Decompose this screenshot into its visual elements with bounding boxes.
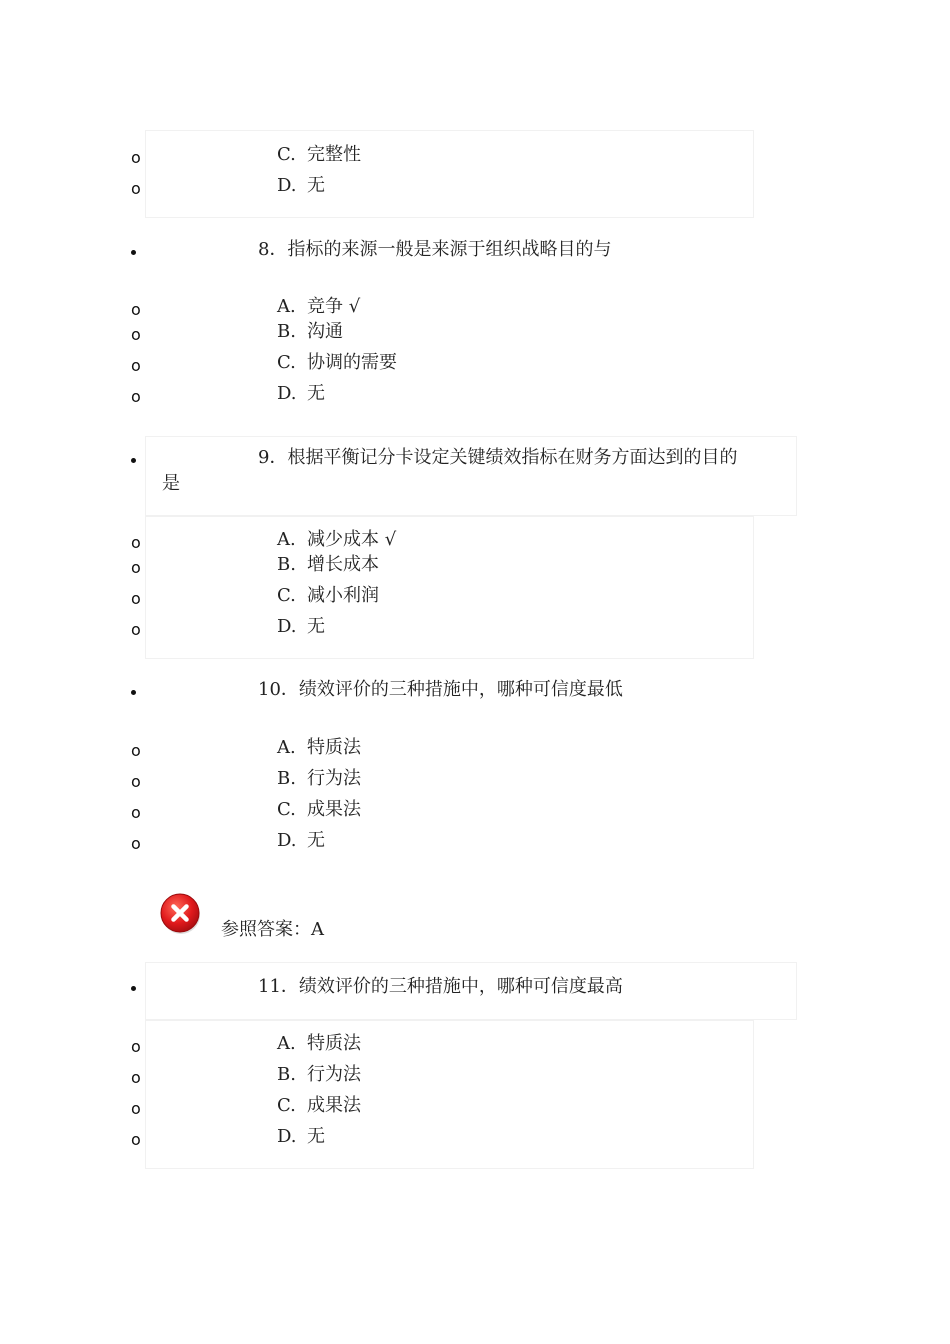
- q9-option-b[interactable]: B. 增长成本: [277, 554, 379, 575]
- q8-option-c[interactable]: C. 协调的需要: [277, 352, 397, 373]
- q9-question-text-cont: 是: [162, 473, 180, 494]
- q11-options-box: [145, 1020, 754, 1169]
- option-marker: o: [131, 1068, 141, 1087]
- option-marker: o: [131, 803, 141, 822]
- wrong-icon: [159, 892, 203, 936]
- q7-options-box: [145, 130, 754, 218]
- option-marker: o: [131, 1099, 141, 1118]
- option-marker: o: [131, 834, 141, 853]
- option-marker: o: [131, 533, 141, 552]
- bullet-marker: [131, 986, 136, 991]
- q8-option-d[interactable]: D. 无: [277, 383, 325, 404]
- q9-question-text: 9．根据平衡记分卡设定关键绩效指标在财务方面达到的目的: [258, 447, 738, 468]
- option-marker: o: [131, 1130, 141, 1149]
- q8-question-text: 8．指标的来源一般是来源于组织战略目的与: [258, 239, 612, 260]
- option-marker: o: [131, 356, 141, 375]
- q9-options-box: [145, 516, 754, 659]
- q10-option-c[interactable]: C. 成果法: [277, 799, 361, 820]
- q11-option-c[interactable]: C. 成果法: [277, 1095, 361, 1116]
- option-marker: o: [131, 1037, 141, 1056]
- option-marker: o: [131, 387, 141, 406]
- option-marker: o: [131, 589, 141, 608]
- q11-option-a[interactable]: A. 特质法: [277, 1033, 361, 1054]
- q7-option-d[interactable]: D. 无: [277, 175, 325, 196]
- bullet-marker: [131, 690, 136, 695]
- option-marker: o: [131, 741, 141, 760]
- bullet-marker: [131, 250, 136, 255]
- option-marker: o: [131, 148, 141, 167]
- bullet-marker: [131, 458, 136, 463]
- q9-option-a[interactable]: A. 减少成本 √: [277, 529, 397, 550]
- option-marker: o: [131, 772, 141, 791]
- option-marker: o: [131, 620, 141, 639]
- q11-option-d[interactable]: D. 无: [277, 1126, 325, 1147]
- reference-answer: 参照答案：A: [221, 919, 324, 940]
- q10-question-text: 10．绩效评价的三种措施中，哪种可信度最低: [258, 679, 623, 700]
- q9-option-c[interactable]: C. 减小利润: [277, 585, 379, 606]
- q10-option-b[interactable]: B. 行为法: [277, 768, 361, 789]
- q11-option-b[interactable]: B. 行为法: [277, 1064, 361, 1085]
- q11-question-text: 11．绩效评价的三种措施中，哪种可信度最高: [258, 976, 623, 997]
- option-marker: o: [131, 558, 141, 577]
- q9-option-d[interactable]: D. 无: [277, 616, 325, 637]
- q8-option-b[interactable]: B. 沟通: [277, 321, 343, 342]
- q7-option-c[interactable]: C. 完整性: [277, 144, 361, 165]
- option-marker: o: [131, 179, 141, 198]
- option-marker: o: [131, 325, 141, 344]
- option-marker: o: [131, 300, 141, 319]
- q10-option-a[interactable]: A. 特质法: [277, 737, 361, 758]
- q10-option-d[interactable]: D. 无: [277, 830, 325, 851]
- q8-option-a[interactable]: A. 竞争 √: [277, 296, 361, 317]
